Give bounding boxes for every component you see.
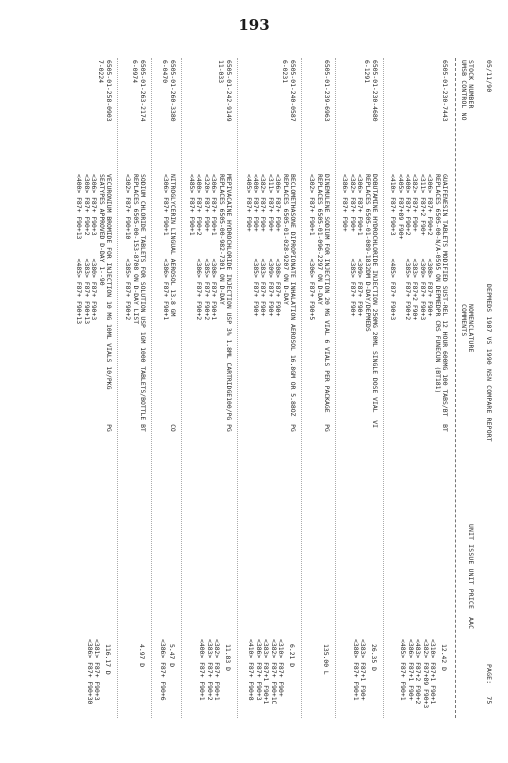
entry-divider [181,58,182,718]
entry-stock-number: 6505-01-258-0903 [105,60,113,122]
entry-nomenclature: DINEMULENE SODIUM FOR INJECTION 20 MG VIAL 6 VIALS PER PACKAGE PG REPLACES 6505-01-096-2297 ON D-DAY <302> F87+ F90+1 <306> F87+ F90+5 [308,174,331,432]
entry-control-number: 6-0974 [131,60,139,84]
entry-control-number: 6-1291 [363,60,371,84]
entry-price: 116.17 D [104,644,112,675]
entry-nomenclature: GUAIFENESIN TABLETS MODIFIED SUST-REL 12 HOUR 600MG 100 TABS/BT BT REPLACES 6505-00-N/A-0595 ON DEPMEDPR CRS FUNECUN (BT181) <306> F87+ F90+2 <308> F87+ F90+ <311> F87+2 F90+ <309> F87+ F90+3 <382> F87+ F90+ <383> F87+2 F90+ <400> F87+ F90+2 <385> F87+ F90+2 <405> F87+89 F90+ <410> F87+ F90+3 <485> F87+ F90+3 [389,174,449,432]
entry-divider [383,58,384,718]
entry-control-number: 6-0231 [281,60,289,84]
entry-stock-number: 6505-01-240-0587 [289,60,297,122]
entry-price: 135.00 L [322,644,330,675]
entry-control-number: 6-0470 [161,60,169,84]
page-number: 193 [238,16,270,34]
entry-codes: <381> F87+ F90+3 <386> F87+ F90+30 [85,639,101,705]
entry-nomenclature: BECLOMETHASONE DIPROPIONATE INHALATION AEROSOL 16.8GM OR 5.88OZ PG REPLACES 6505-01-028-9207 ON D-DAY <306> F87+ F90+ <308> F87+ F90+ <311> F87+ F90+ <309> F87+ F90+ <382> F87+ F90+ <383> F87+ F90+ <400> F87+ F90+ <385> F87+ F90+ <405> F87+ F90+ [244,174,297,432]
entry-stock-number: 6505-01-230-7443 [441,60,449,122]
header-divider [455,58,456,718]
entry-codes: <386> F87+ F90+6 [159,639,167,701]
entry-codes: <383> F87+1 F90+ <388> F87+ F90+1 [351,639,367,701]
entry-divider [151,58,152,718]
entry-codes: <310> F87+ F90+ <382> F87+ F90+1C <383> F87+1 F90+1 <386> F87+ F90+3 <410> F87+ F90+8 [247,639,285,705]
entry-price: 12.42 D [440,644,448,671]
report-date: 05/11/90 [485,60,493,93]
entry-divider [301,58,302,718]
column-header-nomenclature: NOMENCLATURE COMMENTS [459,304,475,353]
entry-control-number: 11-033 [217,60,225,84]
entry-stock-number: 6505-01-242-9149 [225,60,233,122]
entry-nomenclature: MEPIVACAINE HYDROCHLORIDE INJECTION USP 3% 1.8ML CARTRIDGE100/PG PG REPLACES 6505-00-982-7301 ON D-DAY <306> F87+ F90+1 <308> F87+ F90+1 <320> F87+ F90+ <385> F87+ F90+2 <400> F87+ F90+2 <386> F87+ F90+2 <485> F87+ F90+1 [187,174,233,432]
entry-stock-number: 6505-01-239-6963 [323,60,331,122]
entry-divider [335,58,336,718]
entry-codes: <382> F87+ F90+1 <383> F87+ F90+2 <400> F87+ F90+1 [198,639,221,701]
column-header-unit-price: UNIT ISSUE UNIT PRICE AAC [467,524,475,630]
report-title: DEPMEDS 1987 VS 1990 NSN COMPARE REPORT [485,284,493,442]
entry-control-number: 7-0224 [97,60,105,84]
entry-price: 5.47 D [168,644,176,668]
entry-divider [117,58,118,718]
column-header-stock-number: STOCK NUMBER UMSB CONTROL NO [459,60,475,121]
entry-price: 26.35 D [370,644,378,671]
entry-nomenclature: NITROGLYCERIN LINGUAL AEROSOL 13.8 GM CO <306> F87+ F90+1 <386> F87+ F90+1 [161,174,177,432]
entry-codes: <310> F87+1 F90+1 <382> F87+89 F90+3 <483> F87+2 F90+2 <386> F87+1 F90+ <485> F87+ F90+1 [399,639,437,709]
report-page: PAGE: 75 [485,664,493,705]
entry-price: 11.83 D [224,644,232,671]
entry-stock-number: 6505-01-230-4680 [371,60,379,122]
entry-nomenclature: VECURONIUM BROMIDE FOR INJECTION 10 MG 10ML VIALS 10/PKG PG SEATYPES APPROVED D-DAY 1--90 <306> F87+ F90+3 <380> F87+ F90+3 <308> F87+ F90+2 <383> F87+ F90+13 <400> F87+ F90+13 <485> F87+ F90+13 [75,174,113,432]
entry-nomenclature: SODIUM CHLORIDE TABLETS FOR SOLUTION USP 1GM 1000 TABLETS/BOTTLE BT REPLACES 6505-00-153-8708 ON D-DAY LIST <302> F87+ F90+10 <385> F87+ F90+2 [124,174,147,432]
entry-price: 4.97 D [138,644,146,668]
report-sheet [26,54,496,720]
entry-divider [237,58,238,718]
entry-nomenclature: DOBUTAMINE HYDROCHLORIDE INJECTION 250MG 20ML SINGLE DOSE VIAL VI REPLACES 6505-01-089-1832DM D-DAY/DEPMEDS <306> F87+ F90+1 <309> F87+ F90+ <382> F87+ F90+ <385> F87+ F90+ <386> F87+ F90+ [341,174,379,428]
entry-stock-number: 6505-01-263-2174 [139,60,147,122]
entry-price: 6.21 D [288,644,296,668]
entry-stock-number: 6505-01-260-3380 [169,60,177,122]
